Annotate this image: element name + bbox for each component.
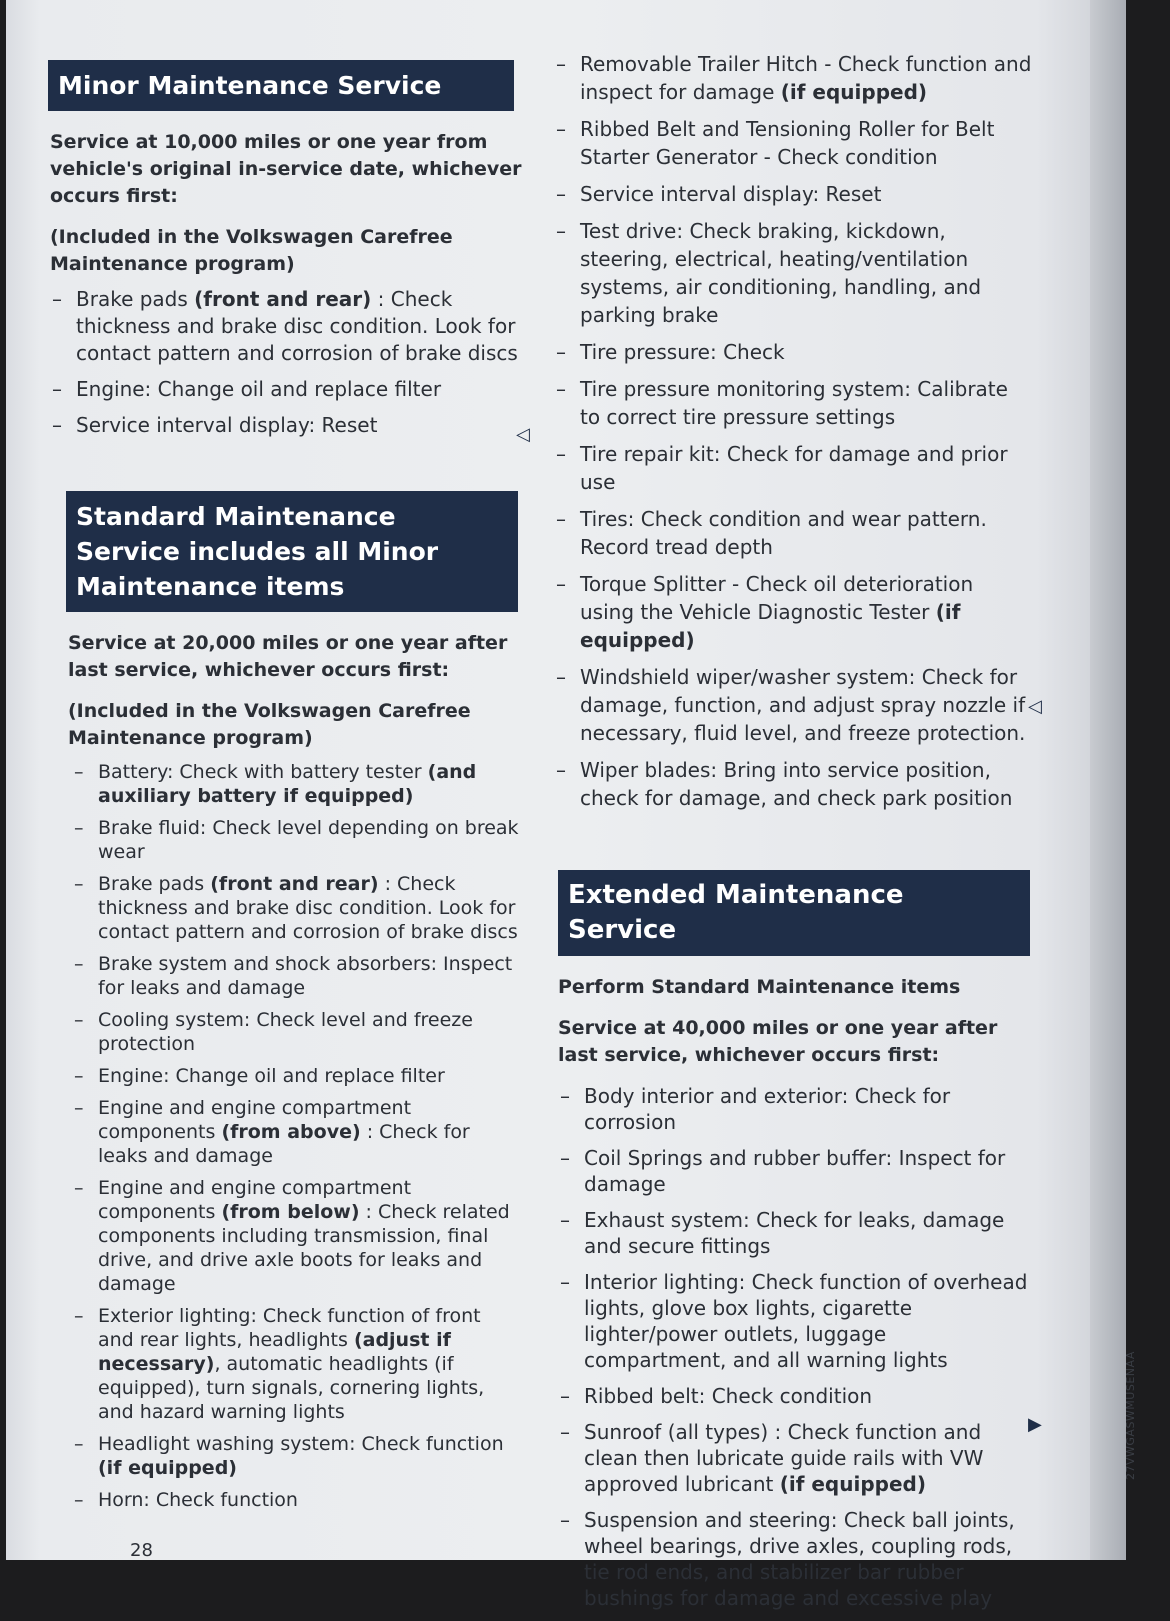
item-text: Engine and engine compartment components [98,1177,412,1223]
item-text: Cooling system: Check level and freeze protection [98,1009,473,1055]
item-text: Battery: Check with battery tester [98,761,428,783]
item-text: Torque Splitter - Check oil deterioration using the Vehicle Diagnostic Tester [580,572,974,624]
page-number: 28 [130,1540,153,1561]
minor-service-intro: Service at 10,000 miles or one year from vehicle's original in-service date, whichever occurs first: [50,131,522,207]
list-item [72,816,522,864]
item-text: Removable Trailer Hitch - Check function and inspect for damage [580,52,1032,104]
manual-page [6,0,1137,1610]
item-text-rest: : Check thickness and brake disc condition. Look for contact pattern and corrosion of brake discs [76,287,518,365]
list-item [554,663,1032,747]
extended-service-intro: Service at 40,000 miles or one year after last service, whichever occurs first: [558,1017,998,1066]
minor-service-program: (Included in the Volkswagen Carefree Maintenance program) [50,226,453,275]
item-text-rest: , automatic headlights (if equipped), turn signals, cornering lights, and hazard warning lights [98,1353,485,1423]
item-text: Brake pads [98,873,211,895]
list-item [558,1207,1032,1259]
continue-arrow-icon: ▶ [1028,1414,1042,1435]
list-item [50,412,522,439]
list-item [558,1383,1032,1409]
standard-service-list-continued [554,50,1032,812]
list-item [554,180,1032,208]
item-text: Body interior and exterior: Check for corrosion [584,1084,951,1134]
item-text: Tire pressure monitoring system: Calibrate to correct tire pressure settings [580,377,1008,429]
item-text: Suspension and steering: Check ball joints, wheel bearings, drive axles, coupling rods, tie rod ends, and stabilizer bar rubber bushings for damage and excessive play [584,1508,1015,1610]
list-item [72,1064,522,1088]
list-item [554,505,1032,561]
item-text: Sunroof (all types) : Check function and clean then lubricate guide rails with VW approved lubricant [584,1420,984,1496]
extended-service-heading: Extended Maintenance Service [558,870,1030,956]
left-column [42,0,522,1520]
list-item [72,1008,522,1056]
list-item [558,1083,1032,1135]
standard-service-intro: Service at 20,000 miles or one year after last service, whichever occurs first: [68,632,508,681]
list-item [72,760,522,808]
list-item [554,217,1032,329]
list-item [554,570,1032,654]
standard-service-program: (Included in the Volkswagen Carefree Maintenance program) [68,700,471,749]
item-emphasis: (if equipped) [98,1457,237,1479]
list-item [554,50,1032,106]
minor-service-heading: Minor Maintenance Service [48,60,514,111]
item-emphasis: (if equipped) [780,80,928,104]
extended-service-list [558,1083,1032,1611]
right-column [550,0,1032,1621]
item-text: Horn: Check function [98,1489,298,1511]
item-text: Interior lighting: Check function of overhead lights, glove box lights, cigarette lighter/power outlets, luggage compartment, and all warning lights [584,1270,1028,1372]
item-emphasis: (front and rear) [210,873,379,895]
list-item [558,1419,1032,1497]
item-text: Test drive: Check braking, kickdown, steering, electrical, heating/ventilation systems, air conditioning, handling, and parking brake [580,219,982,327]
item-text: Brake pads [76,287,195,311]
item-emphasis: (and auxiliary battery if equipped) [98,761,477,807]
item-text: Tire pressure: Check [580,340,785,364]
item-emphasis: (from below) [221,1201,360,1223]
page-edge [1090,0,1126,1560]
item-text: Tires: Check condition and wear pattern. Record tread depth [580,507,987,559]
item-text: Wiper blades: Bring into service position, check for damage, and check park position [580,758,1013,810]
list-item [554,338,1032,366]
item-text: Headlight washing system: Check function [98,1433,504,1455]
item-text: Brake system and shock absorbers: Inspect for leaks and damage [98,953,513,999]
extended-service-perform: Perform Standard Maintenance items [558,976,961,998]
item-text: Windshield wiper/washer system: Check for damage, function, and adjust spray nozzle if necessary, fluid level, and freeze protection. [580,665,1026,745]
list-item [554,115,1032,171]
item-text: Engine: Change oil and replace filter [76,377,442,401]
list-item [72,1304,522,1424]
item-text: Coil Springs and rubber buffer: Inspect for damage [584,1146,1006,1196]
section-end-mark-icon: ◁ [516,424,530,445]
item-text: Ribbed belt: Check condition [584,1384,873,1408]
item-text-rest: : Check thickness and brake disc condition. Look for contact pattern and corrosion of brake discs [98,873,518,943]
item-text: Exterior lighting: Check function of front and rear lights, headlights [98,1305,481,1351]
list-item [554,375,1032,431]
list-item [558,1269,1032,1373]
item-emphasis: (if equipped) [580,600,961,652]
item-text: Ribbed Belt and Tensioning Roller for Belt Starter Generator - Check condition [580,117,995,169]
document-code: 27VWGASWMUSENAA [1124,1351,1137,1480]
item-text: Service interval display: Reset [76,413,378,437]
item-emphasis: (adjust if necessary) [98,1329,451,1375]
list-item [558,1145,1032,1197]
section-end-mark-icon: ◁ [1028,696,1042,717]
list-item [50,376,522,403]
list-item [554,440,1032,496]
item-text-rest: : Check for leaks and damage [98,1121,470,1167]
item-text: Engine and engine compartment components [98,1097,412,1143]
list-item [554,756,1032,812]
item-text-rest: : Check related components including transmission, final drive, and drive axle boots for leaks and damage [98,1201,510,1295]
item-text: Tire repair kit: Check for damage and prior use [580,442,1008,494]
standard-service-list [72,760,522,1512]
list-item [72,1432,522,1480]
item-emphasis: (front and rear) [194,287,372,311]
item-text: Brake fluid: Check level depending on break wear [98,817,519,863]
item-text: Engine: Change oil and replace filter [98,1065,445,1087]
list-item [72,1096,522,1168]
list-item [72,1176,522,1296]
list-item [72,1488,522,1512]
item-text: Exhaust system: Check for leaks, damage and secure fittings [584,1208,1005,1258]
item-text: Service interval display: Reset [580,182,882,206]
list-item [50,286,522,367]
list-item [72,952,522,1000]
list-item [72,872,522,944]
minor-service-list [50,286,522,439]
item-emphasis: (from above) [221,1121,361,1143]
item-emphasis: (if equipped) [779,1472,926,1496]
list-item [558,1507,1032,1611]
standard-service-heading: Standard Maintenance Service includes all Minor Maintenance items [66,491,518,612]
